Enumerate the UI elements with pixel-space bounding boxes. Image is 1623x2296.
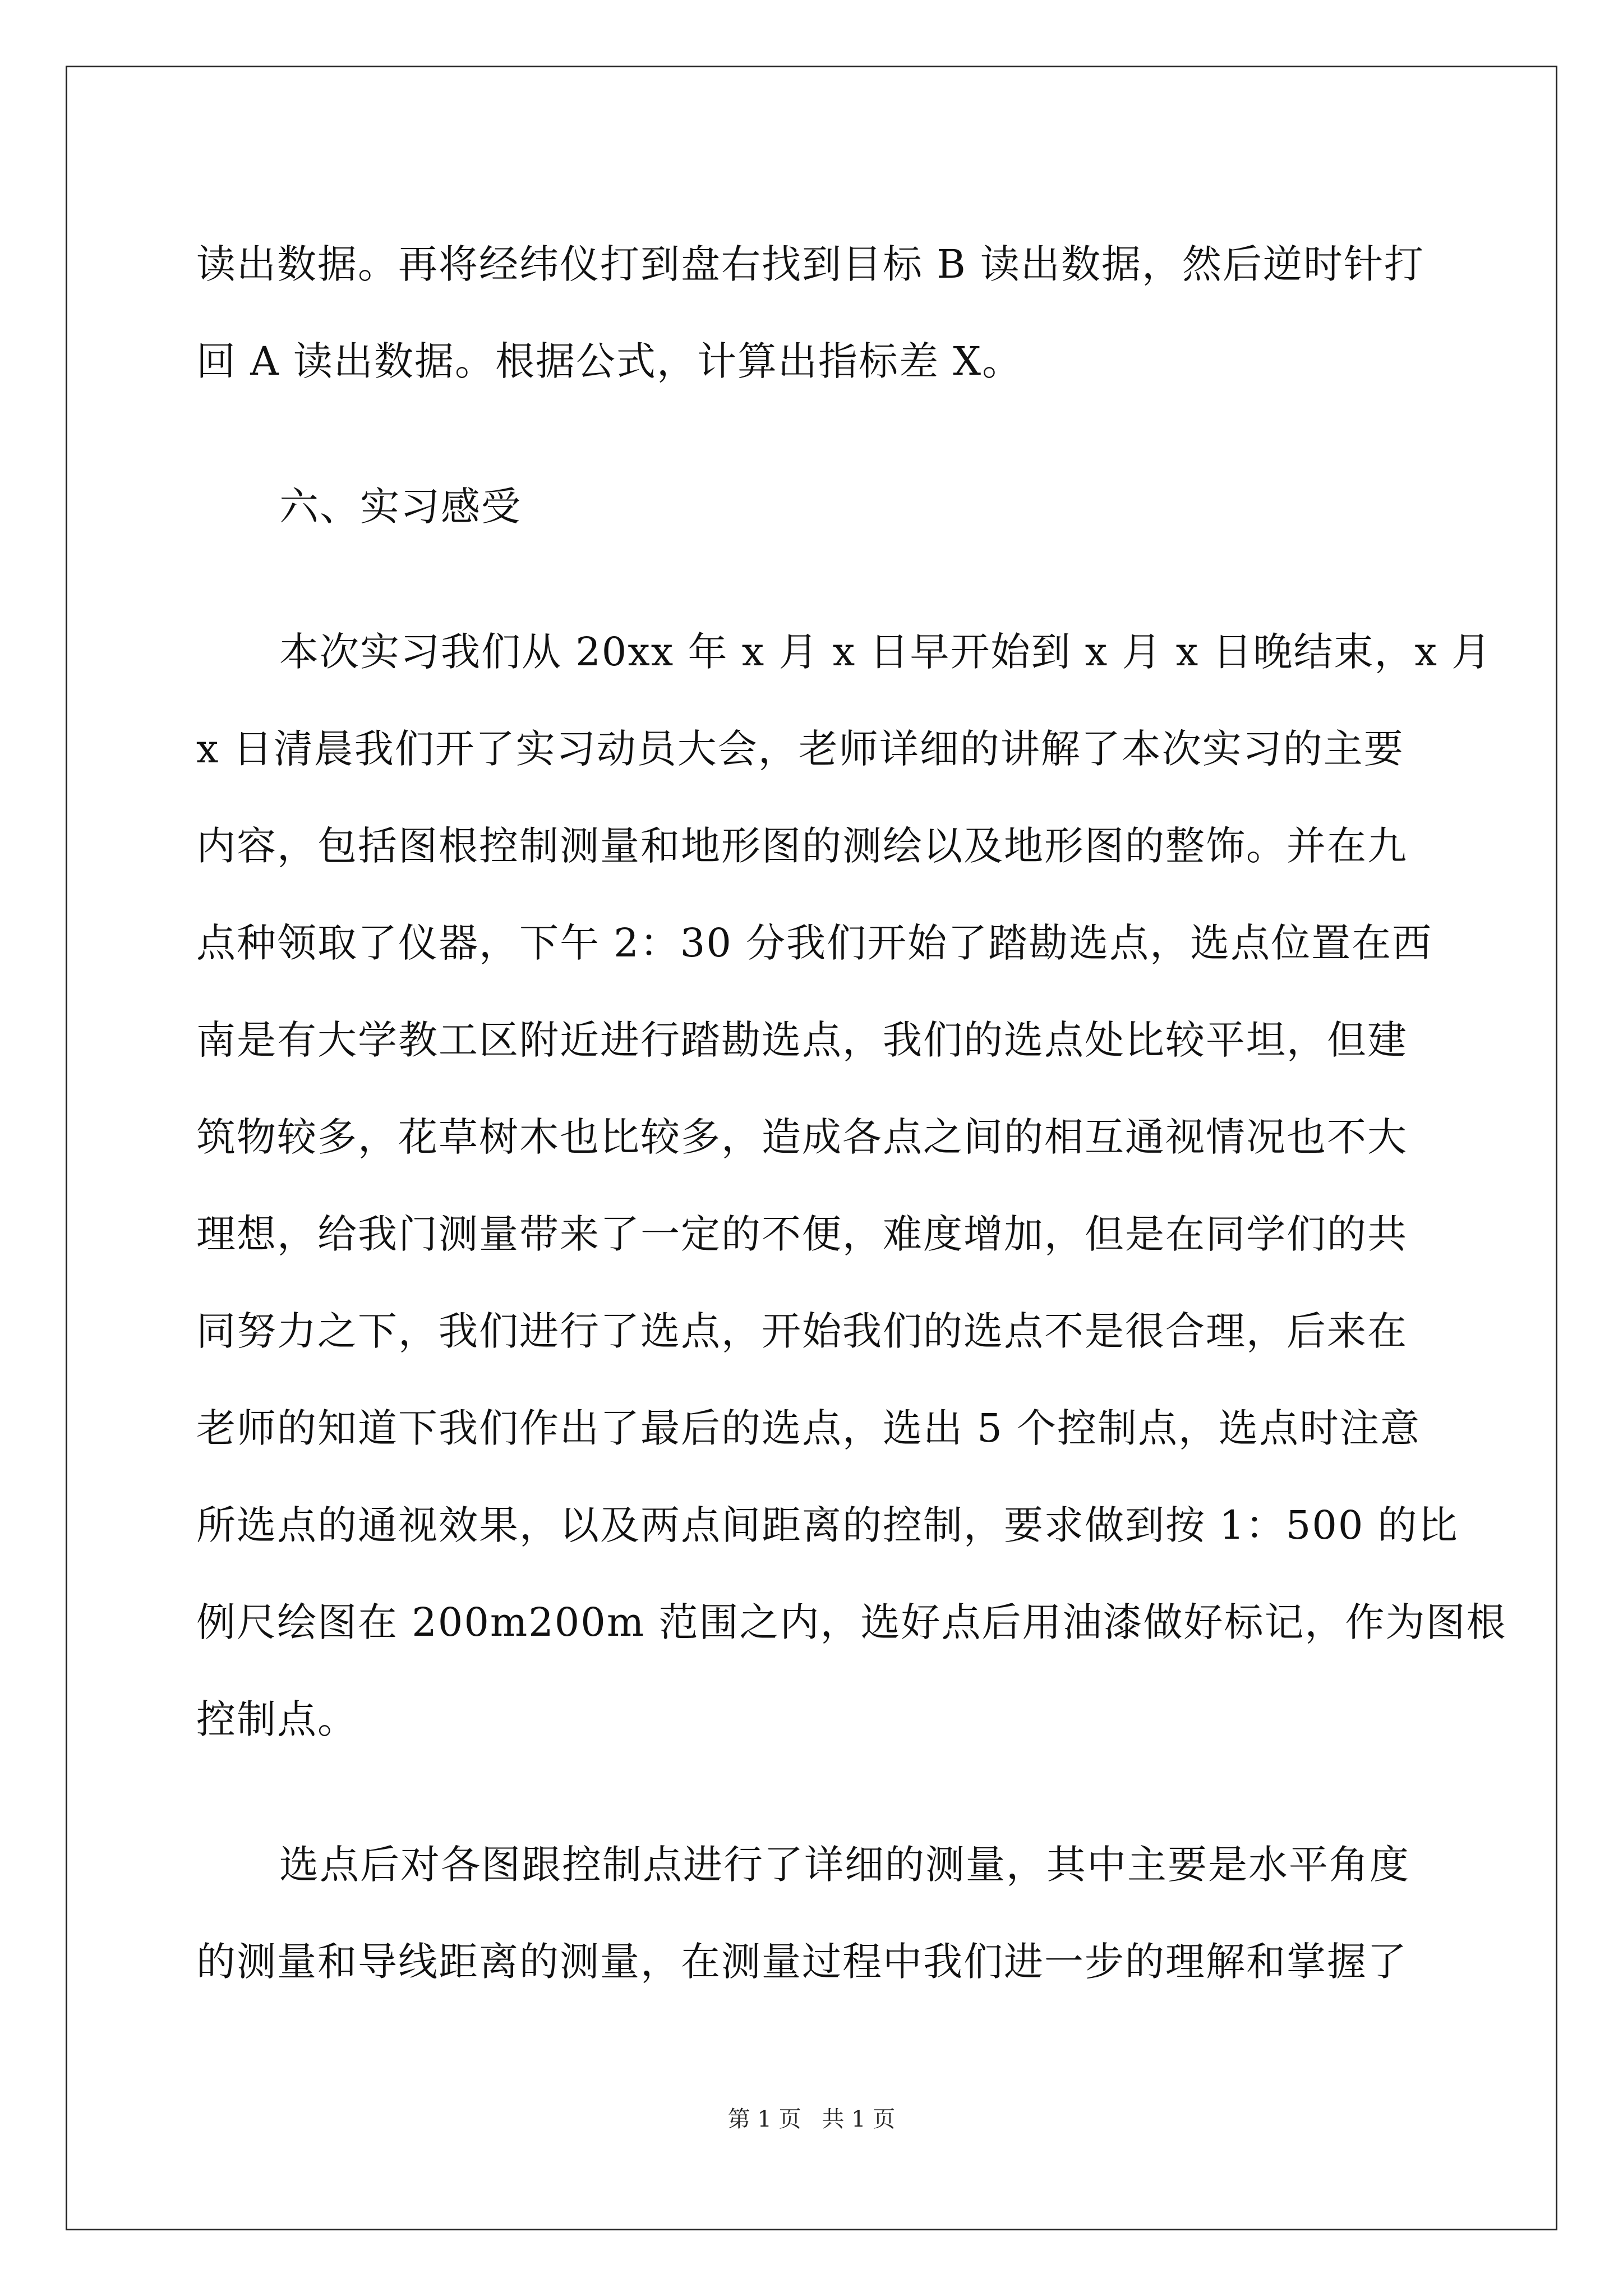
section-heading: 六、实习感受 xyxy=(279,484,522,530)
text-line: 选点后对各图跟控制点进行了详细的测量，其中主要是水平角度 xyxy=(279,1842,1410,1888)
text-line: 老师的知道下我们作出了最后的选点，选出 5 个控制点，选点时注意 xyxy=(196,1405,1421,1451)
text-line: 同努力之下，我们进行了选点，开始我们的选点不是很合理，后来在 xyxy=(196,1308,1408,1354)
document-body xyxy=(196,216,1507,2010)
text-line: 本次实习我们从 20xx 年 x 月 x 日早开始到 x 月 x 日晚结束，x 月 xyxy=(279,629,1492,675)
text-line: 筑物较多，花草树木也比较多，造成各点之间的相互通视情况也不大 xyxy=(196,1114,1408,1160)
text-line: 读出数据。再将经纬仪打到盘右找到目标 B 读出数据，然后逆时针打 xyxy=(196,241,1424,287)
text-line: 点种领取了仪器，下午 2：30 分我们开始了踏勘选点，选点位置在西 xyxy=(196,920,1433,966)
page-footer xyxy=(0,2106,1623,2133)
page-total: 共 1 页 xyxy=(822,2106,896,2132)
text-line: 南是有大学教工区附近进行踏勘选点，我们的选点处比较平坦，但建 xyxy=(196,1017,1408,1063)
text-line: 所选点的通视效果，以及两点间距离的控制，要求做到按 1：500 的比 xyxy=(196,1502,1459,1548)
text-line: 内容，包括图根控制测量和地形图的测绘以及地形图的整饰。并在九 xyxy=(196,823,1408,869)
text-line: 理想，给我门测量带来了一定的不便，难度增加，但是在同学们的共 xyxy=(196,1211,1408,1257)
page-number: 第 1 页 xyxy=(727,2106,801,2132)
text-line: 回 A 读出数据。根据公式，计算出指标差 X。 xyxy=(196,338,1023,384)
text-line: 的测量和导线距离的测量，在测量过程中我们进一步的理解和掌握了 xyxy=(196,1939,1408,1985)
text-line: 控制点。 xyxy=(196,1696,358,1742)
text-line: 例尺绘图在 200m200m 范围之内，选好点后用油漆做好标记，作为图根 xyxy=(196,1599,1507,1645)
text-line: x 日清晨我们开了实习动员大会，老师详细的讲解了本次实习的主要 xyxy=(196,726,1404,772)
